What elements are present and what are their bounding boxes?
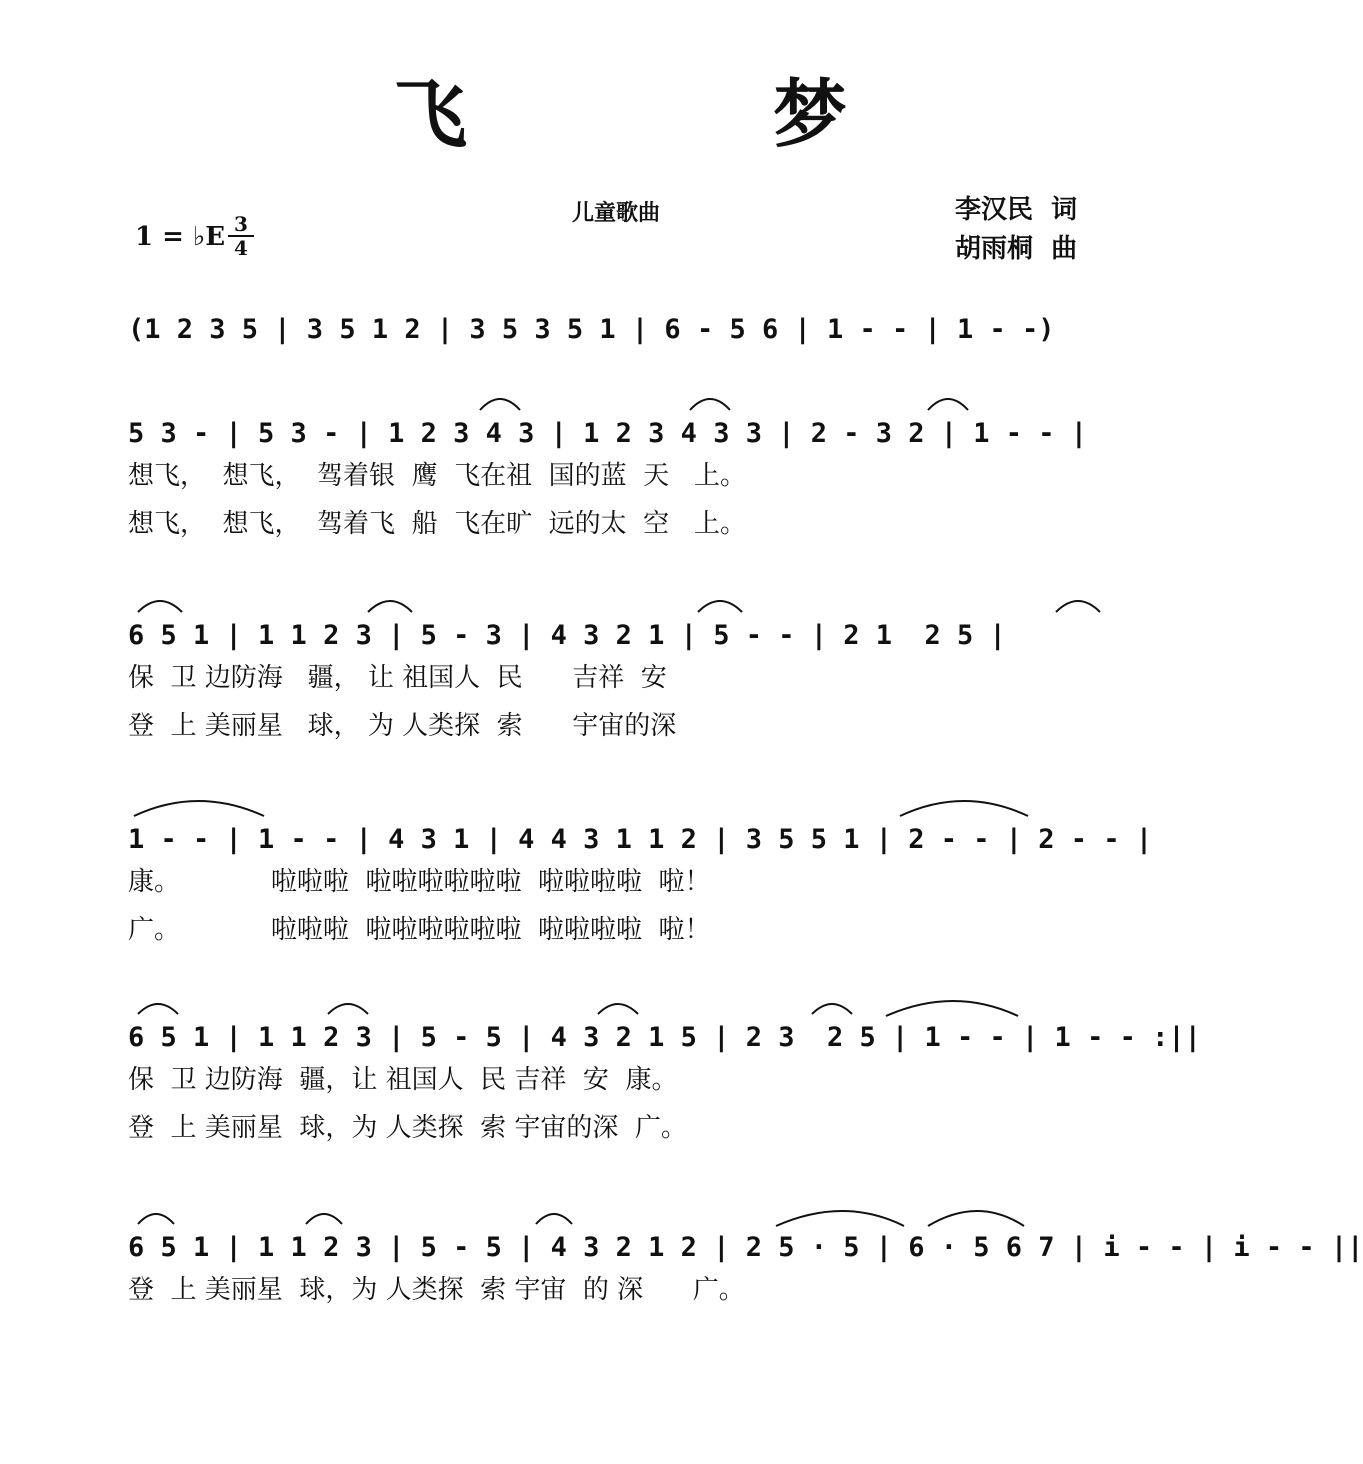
- notation-line: 6 5 1 | 1 1 2 3 | 5 - 5 | 4 3 2 1 2 | 2 5 · 5 | 6 · 5 6 7 | i - - | i - - ||: [128, 1232, 1363, 1263]
- slur-marks: [128, 792, 1128, 832]
- notation-line: 5 3 - | 5 3 - | 1 2 3 4 3 | 1 2 3 4 3 3 | 2 - 3 2 | 1 - - |: [128, 418, 1088, 449]
- time-signature-top: 3: [228, 213, 254, 237]
- notation-line: 6 5 1 | 1 1 2 3 | 5 - 3 | 4 3 2 1 | 5 - - | 2 1 2 5 |: [128, 620, 1006, 651]
- slur: [138, 1004, 178, 1014]
- slur-marks: [128, 388, 1128, 428]
- slur: [138, 1214, 174, 1224]
- slur: [900, 801, 1028, 816]
- slur-marks: [128, 590, 1128, 630]
- score-system-1: [128, 312, 1128, 348]
- slur: [306, 1214, 342, 1224]
- slur: [368, 601, 412, 612]
- slur: [1056, 601, 1100, 612]
- slur: [138, 601, 182, 612]
- score-system-4: [128, 822, 1153, 954]
- slur: [328, 1004, 368, 1014]
- lyricist-credit: 李汉民 词: [955, 195, 1078, 225]
- lyric-verse-1: 保 卫 边防海 疆， 让 祖国人 民 吉祥 安: [128, 663, 667, 693]
- slur: [928, 399, 968, 410]
- slur-marks: [128, 992, 1128, 1032]
- lyric-verse-2: 想飞， 想飞， 驾着飞 船 飞在旷 远的太 空 上。: [128, 509, 746, 539]
- song-title: 飞 梦: [393, 72, 987, 158]
- notation-line: (1 2 3 5 | 3 5 1 2 | 3 5 3 5 1 | 6 - 5 6 | 1 - - | 1 - -): [128, 314, 1055, 345]
- time-signature-bottom: 4: [234, 236, 248, 260]
- slur: [480, 399, 520, 410]
- slur: [776, 1211, 904, 1226]
- lyric-verse-1: 保 卫 边防海 疆，让 祖国人 民 吉祥 安 康。: [128, 1065, 678, 1095]
- slur: [598, 1004, 638, 1014]
- score-system-5: [128, 1020, 1201, 1152]
- slur: [812, 1004, 852, 1014]
- lyric-verse-1: 想飞， 想飞， 驾着银 鹰 飞在祖 国的蓝 天 上。: [128, 461, 746, 491]
- lyric-verse-2: 登 上 美丽星 球，为 人类探 索 宇宙的深 广。: [128, 1113, 687, 1143]
- time-signature: [228, 213, 254, 259]
- slur-marks: [128, 1202, 1128, 1242]
- song-genre: 儿童歌曲: [572, 201, 661, 226]
- notation-line: 6 5 1 | 1 1 2 3 | 5 - 5 | 4 3 2 1 5 | 2 3 2 5 | 1 - - | 1 - - :||: [128, 1022, 1201, 1053]
- composer-credit: 胡雨桐 曲: [955, 234, 1078, 264]
- score-system-2: [128, 416, 1128, 548]
- slur: [928, 1211, 1024, 1226]
- score-system-6: [128, 1230, 1363, 1314]
- notation-line: 1 - - | 1 - - | 4 3 1 | 4 4 3 1 1 2 | 3 5 5 1 | 2 - - | 2 - - |: [128, 824, 1153, 855]
- slur: [886, 1001, 1018, 1016]
- slur: [536, 1214, 572, 1224]
- key-signature: 1 = ♭E: [135, 222, 226, 252]
- lyric-verse-2: 广。 啦啦啦 啦啦啦啦啦啦 啦啦啦啦 啦！: [128, 915, 711, 945]
- lyric-verse-1: 康。 啦啦啦 啦啦啦啦啦啦 啦啦啦啦 啦！: [128, 867, 711, 897]
- slur: [134, 801, 264, 816]
- lyric-verse-1: 登 上 美丽星 球，为 人类探 索 宇宙 的 深 广。: [128, 1275, 745, 1305]
- lyric-verse-2: 登 上 美丽星 球， 为 人类探 索 宇宙的深: [128, 711, 677, 741]
- slur: [690, 399, 730, 410]
- score-system-3: [128, 618, 1128, 750]
- slur: [698, 601, 742, 612]
